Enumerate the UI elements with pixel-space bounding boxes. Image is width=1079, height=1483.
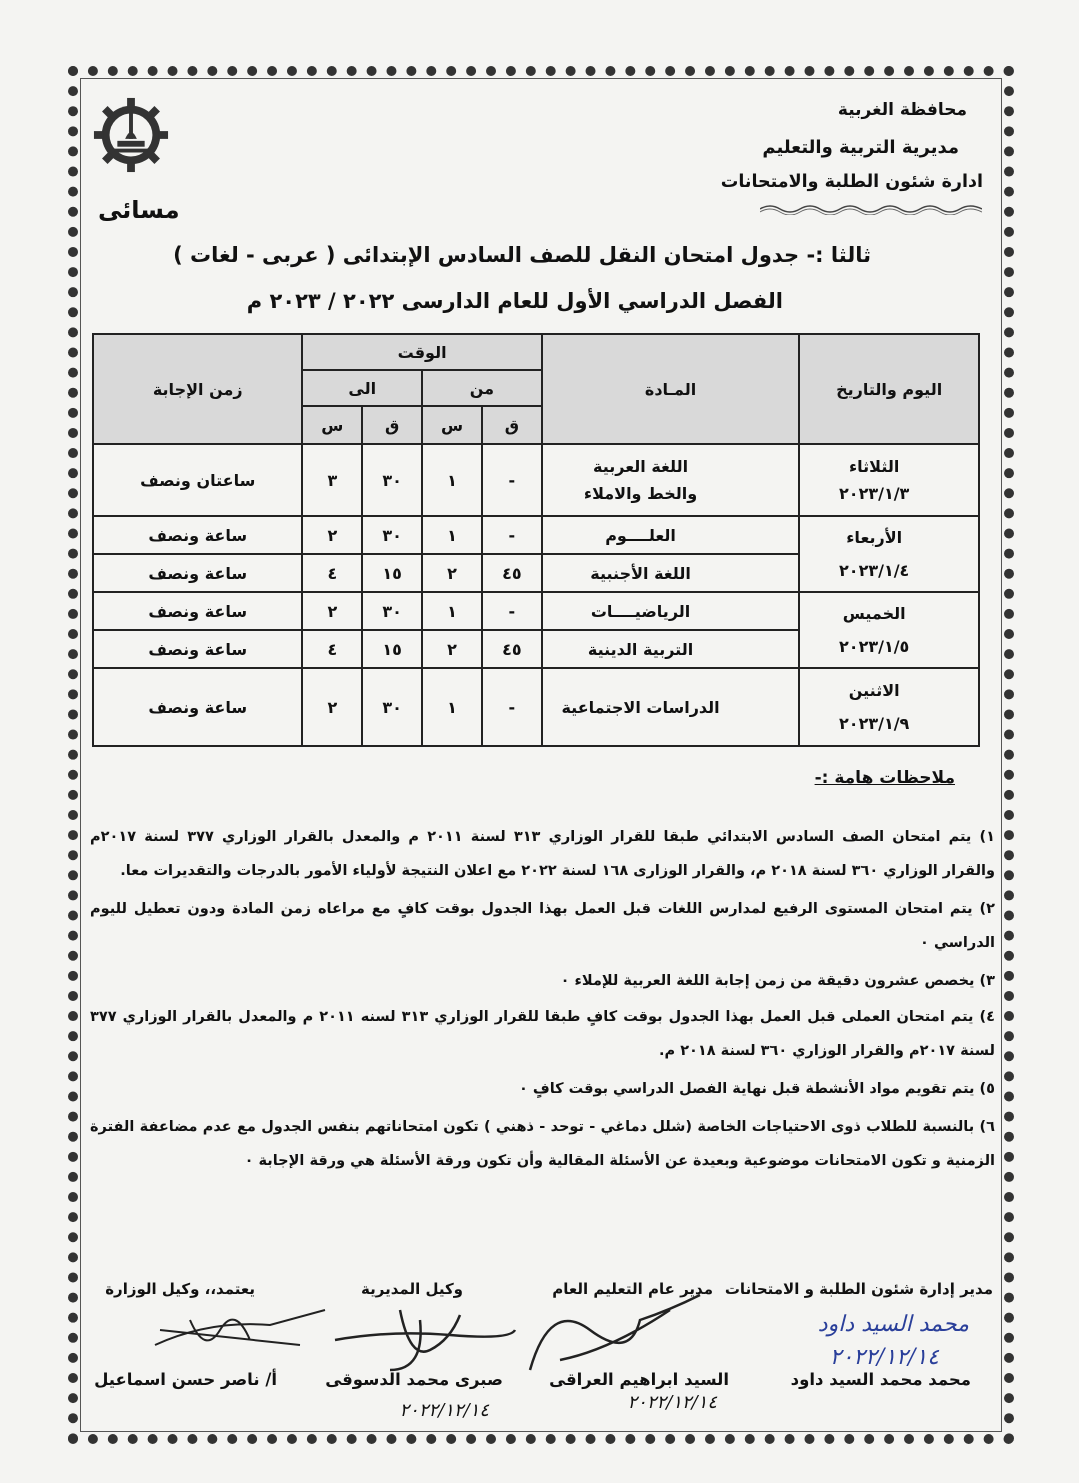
to-minute: ٣٠ [362, 516, 422, 554]
signatory-name: السيد ابراهيم العراقى [549, 1370, 729, 1389]
exam-date: ٢٠٢٣/١/٣ [839, 484, 910, 503]
handwritten-date: ٢٠٢٢/١٢/١٤ [399, 1400, 489, 1421]
to-hour: ٢ [302, 516, 362, 554]
header-day-date: اليوم والتاريخ [799, 334, 979, 444]
from-minute: - [482, 592, 542, 630]
signatory-name: محمد محمد السيد داود [790, 1370, 971, 1389]
from-hour: ١ [422, 444, 482, 516]
day-name: الأربعاء [846, 528, 903, 547]
from-minute: - [482, 668, 542, 746]
signature-title: وكيل المديرية [361, 1280, 463, 1298]
note-item: ٦) بالنسبة للطلاب ذوى الاحتياجات الخاصة (شلل دماغي - توحد - ذهني ) تكون امتحاناتهم بنفس الجدول مع عدم مضاعفة الفترة الزمنية و تكون الامتحانات موضوعية وبعيدة عن الأسئلة المقالية وأن تكون ورقة الأسئلة هي ورقة الإجابة ٠ [90, 1119, 995, 1169]
day-name: الثلاثاء [848, 457, 900, 476]
day-cell [799, 444, 979, 516]
header-from-minute: ق [482, 406, 542, 444]
exam-schedule-table [92, 333, 980, 747]
to-hour: ٣ [302, 444, 362, 516]
note-item: ٢) يتم امتحان المستوى الرفيع لمدارس اللغات قبل العمل بهذا الجدول بوقت كافٍ مع مراعاه زمن المادة ودون تعطيل لليوم الدراسي ٠ [90, 901, 995, 951]
table-row [93, 668, 979, 746]
subject-name: التربية الدينية [542, 630, 800, 668]
duration: ساعة ونصف [93, 630, 302, 668]
directorate-name: مديرية التربية والتعليم [762, 137, 959, 158]
signature-scribble [150, 1300, 330, 1360]
schedule-title: ثالثا :- جدول امتحان النقل للصف السادس الإبتدائى ( عربى - لغات ) [173, 243, 871, 267]
header-duration: زمن الإجابة [93, 334, 302, 444]
header-subject: المـادة [542, 334, 800, 444]
table-row [93, 516, 979, 554]
signatory-name: صبرى محمد الدسوقى [325, 1370, 503, 1389]
subject-name: اللغة الأجنبية [542, 554, 800, 592]
header-from-hour: س [422, 406, 482, 444]
header-time: الوقت [302, 334, 541, 370]
duration: ساعة ونصف [93, 554, 302, 592]
to-minute: ١٥ [362, 554, 422, 592]
exam-date: ٢٠٢٣/١/٩ [839, 714, 910, 733]
note-item: ٥) يتم تقويم مواد الأنشطة قبل نهاية الفصل الدراسي بوقت كافٍ ٠ [518, 1081, 995, 1097]
from-minute: ٤٥ [482, 630, 542, 668]
signatory-name: أ/ ناصر حسن اسماعيل [94, 1370, 277, 1389]
day-name: الاثنين [848, 681, 900, 700]
handwritten-date: ٢٠٢٢/١٢/١٤ [627, 1392, 717, 1413]
subject-cell [542, 444, 800, 516]
signature-title: مدير عام التعليم العام [552, 1280, 713, 1298]
subject-name-line2: والخط والاملاء [583, 484, 698, 503]
to-hour: ٤ [302, 630, 362, 668]
duration: ساعتان ونصف [93, 444, 302, 516]
table-row [93, 444, 979, 516]
subject-name: الرياضيــــات [542, 592, 800, 630]
handwritten-date: ٢٠٢٢/١٢/١٤ [829, 1345, 939, 1370]
handwritten-name: محمد السيد داود [817, 1312, 969, 1337]
day-cell [799, 516, 979, 592]
from-minute: ٤٥ [482, 554, 542, 592]
from-hour: ١ [422, 668, 482, 746]
header-to-minute: ق [362, 406, 422, 444]
from-hour: ٢ [422, 554, 482, 592]
department-name: ادارة شئون الطلبة والامتحانات [720, 172, 983, 192]
note-item: ٤) يتم امتحان العملى قبل العمل بهذا الجدول بوقت كافٍ طبقا للقرار الوزاري ٣١٣ لسنه ٢٠١١ م والمعدل بالقرار الوزاري ٣٧٧ لسنة ٢٠١٧م والقرار الوزاري ٣٦٠ لسنة ٢٠١٨ م. [90, 1009, 995, 1059]
day-cell [799, 592, 979, 668]
page-inner-border [80, 78, 1002, 1432]
subject-name: الدراسات الاجتماعية [542, 668, 800, 746]
shift-label: مسائى [98, 196, 180, 224]
signature-scribble [520, 1290, 720, 1380]
header-from: من [422, 370, 542, 406]
to-hour: ٢ [302, 668, 362, 746]
day-name: الخميس [842, 604, 906, 623]
to-minute: ٣٠ [362, 668, 422, 746]
governorate-name: محافظة الغربية [837, 100, 967, 120]
from-hour: ٢ [422, 630, 482, 668]
signature-scribble [330, 1300, 520, 1380]
schedule-subtitle: الفصل الدراسي الأول للعام الدارسى ٢٠٢٢ / ٢٠٢٣ م [246, 289, 783, 313]
from-hour: ١ [422, 592, 482, 630]
from-minute: - [482, 516, 542, 554]
exam-date: ٢٠٢٣/١/٥ [839, 637, 910, 656]
governorate-logo [92, 96, 170, 174]
from-hour: ١ [422, 516, 482, 554]
header-to: الى [302, 370, 422, 406]
to-minute: ٣٠ [362, 444, 422, 516]
exam-date: ٢٠٢٣/١/٤ [839, 561, 910, 580]
table-row [93, 592, 979, 630]
notes-title: ملاحظات هامة :- [814, 768, 955, 788]
from-minute: - [482, 444, 542, 516]
to-minute: ١٥ [362, 630, 422, 668]
duration: ساعة ونصف [93, 668, 302, 746]
subject-name: اللغة العربية [593, 457, 689, 476]
header-to-hour: س [302, 406, 362, 444]
signature-title: يعتمد،، وكيل الوزارة [105, 1280, 255, 1298]
note-item: ٣) يخصص عشرون دقيقة من زمن إجابة اللغة العربية للإملاء ٠ [560, 973, 995, 989]
to-minute: ٣٠ [362, 592, 422, 630]
day-cell [799, 668, 979, 746]
subject-name: العلــــوم [542, 516, 800, 554]
signature-title: مدير إدارة شئون الطلبة و الامتحانات [724, 1280, 993, 1298]
duration: ساعة ونصف [93, 592, 302, 630]
to-hour: ٤ [302, 554, 362, 592]
duration: ساعة ونصف [93, 516, 302, 554]
ornament-divider [760, 203, 982, 215]
to-hour: ٢ [302, 592, 362, 630]
note-item: ١) يتم امتحان الصف السادس الابتدائي طبقا للقرار الوزاري ٣١٣ لسنة ٢٠١١ م والمعدل بالقرار الوزاري ٣٧٧ لسنة ٢٠١٧م والقرار الوزاري ٣٦٠ لسنة ٢٠١٨ م، والقرار الوزارى ١٦٨ لسنة ٢٠٢٢ مع اعلان النتيجة لأولياء الأمور بالدرجات والتقديرات معا. [90, 829, 995, 879]
